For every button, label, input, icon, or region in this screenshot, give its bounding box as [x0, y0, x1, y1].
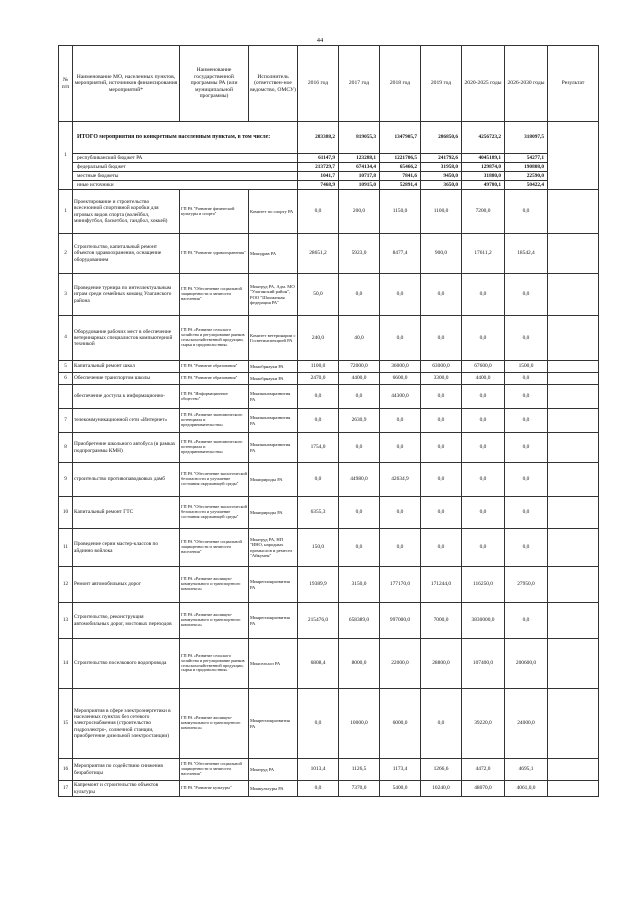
source-value: 674134,4 — [339, 163, 380, 172]
source-row — [59, 172, 599, 181]
row-value: 6000,0 — [380, 689, 421, 759]
row-measure-name: Мероприятия в сфере электроэнергетики в населенных пунктах без сетевого электроснабжения (строительство гидроэлектро-, солнечной станции, приобретение дизельной электростанции) — [73, 689, 180, 759]
row-value: 1754,0 — [298, 433, 339, 463]
row-value: 0,0 — [298, 190, 339, 234]
row-num: 11 — [59, 529, 73, 567]
row-measure-name: обеспечение доступа к информационно- — [73, 385, 180, 409]
row-program: ГП РА "Развитие физической культуры и спорта" — [180, 190, 249, 234]
source-value: 10915,0 — [339, 181, 380, 190]
col-result-header: Результат — [548, 46, 599, 122]
source-label: федеральный бюджет — [73, 163, 298, 172]
row-executor: Минобрнауки РА — [249, 361, 298, 373]
row-executor: Минрегионразвития РА — [249, 603, 298, 639]
row-value: 0,0 — [505, 497, 548, 529]
row-result — [548, 759, 599, 781]
row-value: 997000,0 — [380, 603, 421, 639]
col-num-header: № п/п — [59, 46, 73, 122]
row-executor: Комитет по спорту РА — [249, 190, 298, 234]
row-num: 15 — [59, 689, 73, 759]
source-value: 7841,6 — [380, 172, 421, 181]
row-value: 0,0 — [505, 463, 548, 497]
table-row — [59, 385, 599, 409]
row-measure-name: Ремонт автомобильных дорог — [73, 567, 180, 603]
row-program: ГП РА «Развитие сельского хозяйства и регулирование рынков сельскохозяйственной продукции, сырья и продовольствия» — [180, 639, 249, 689]
row-value: 0,0 — [421, 497, 462, 529]
col-2019-header: 2019 год — [421, 46, 462, 122]
source-value: 241792,6 — [421, 154, 462, 163]
row-num: 13 — [59, 603, 73, 639]
source-value: 49780,1 — [462, 181, 505, 190]
row-value: 8000,0 — [339, 639, 380, 689]
row-measure-name: Проведение серии мастер-классов по айдинно войлока — [73, 529, 180, 567]
row-value: 0,0 — [505, 433, 548, 463]
source-value: 1221706,5 — [380, 154, 421, 163]
row-value: 0,0 — [462, 409, 505, 433]
row-value: 0,0 — [462, 529, 505, 567]
row-executor: Минкультуры РА — [249, 781, 298, 797]
source-row — [59, 163, 599, 172]
total-label: ИТОГО мероприятия по конкретным населенным пунктам, в том числе: — [73, 122, 298, 154]
row-value: 0,0 — [380, 497, 421, 529]
row-executor: Минтруд РА — [249, 759, 298, 781]
total-value: 283388,2 — [298, 122, 339, 154]
row-program: ГП РА "Развитие культуры" — [180, 781, 249, 797]
row-program: ГП РА «Развитие сельского хозяйства и регулирование рынков сельскохозяйственной продукции, сырья и продовольствия» — [180, 316, 249, 361]
col-name-header: Наименование МО, населенных пунктов, мероприятий, источников финансирования мероприятий* — [73, 46, 180, 122]
row-measure-name: Строительство, реконструкция автомобильных дорог, мостовых переходов — [73, 603, 180, 639]
row-measure-name: Строительство, капитальный ремонт объектов здравоохранения, оснащение оборудованием — [73, 234, 180, 274]
row-num: 4 — [59, 316, 73, 361]
row-value: 0,0 — [462, 274, 505, 316]
row-result — [548, 316, 599, 361]
total-row — [59, 122, 599, 154]
row-num: 16 — [59, 759, 73, 781]
row-result — [548, 361, 599, 373]
source-label: иные источники — [73, 181, 298, 190]
row-value: 39220,0 — [462, 689, 505, 759]
col-2020-2025-header: 2020-2025 годы — [462, 46, 505, 122]
row-executor: Минтруд РА, НП "ИНО, народных промыслов и ремесел "Айкумен" — [249, 529, 298, 567]
table-row — [59, 781, 599, 797]
total-value: 1347905,7 — [380, 122, 421, 154]
row-value: 8477,4 — [380, 234, 421, 274]
row-value: 0,0 — [421, 433, 462, 463]
row-value: 4400,0 — [339, 373, 380, 385]
row-value: 0,0 — [339, 433, 380, 463]
row-value: 1100,0 — [298, 361, 339, 373]
row-value: 0,0 — [298, 781, 339, 797]
source-value: 65466,2 — [380, 163, 421, 172]
row-num: 2 — [59, 234, 73, 274]
total-value: 4256723,2 — [462, 122, 505, 154]
row-value: 200600,0 — [505, 639, 548, 689]
row-value: 0,0 — [380, 433, 421, 463]
source-value: 123288,1 — [339, 154, 380, 163]
row-value: 0,0 — [421, 409, 462, 433]
row-value: 0,0 — [505, 603, 548, 639]
row-result — [548, 529, 599, 567]
row-value: 0,0 — [298, 409, 339, 433]
row-num: 17 — [59, 781, 73, 797]
row-executor: Минэкономразвития РА — [249, 409, 298, 433]
row-value: 0,0 — [505, 409, 548, 433]
row-result — [548, 603, 599, 639]
row-executor: Минприроды РА — [249, 463, 298, 497]
col-program-header: Наименование государственной программы РА (или муниципальной программы) — [180, 46, 249, 122]
row-value: 0,0 — [380, 274, 421, 316]
row-executor: Минобрнауки РА — [249, 373, 298, 385]
total-value: 819055,3 — [339, 122, 380, 154]
header-row — [59, 46, 599, 122]
row-value: 44300,0 — [380, 385, 421, 409]
row-result — [548, 639, 599, 689]
row-value: 0,0 — [462, 497, 505, 529]
source-value: 1041,7 — [298, 172, 339, 181]
row-num: 10 — [59, 497, 73, 529]
row-num: 3 — [59, 274, 73, 316]
row-executor: Минэкономразвития РА — [249, 433, 298, 463]
source-value: 31958,0 — [421, 163, 462, 172]
row-value: 72000,0 — [339, 361, 380, 373]
table-row — [59, 497, 599, 529]
row-value: 240,0 — [298, 316, 339, 361]
source-value: 129874,0 — [462, 163, 505, 172]
row-num: 8 — [59, 433, 73, 463]
row-value: 10000,0 — [339, 689, 380, 759]
source-value: 50422,4 — [505, 181, 548, 190]
table-row — [59, 234, 599, 274]
row-measure-name: Капитальный ремонт ГТС — [73, 497, 180, 529]
row-value: 0,0 — [462, 463, 505, 497]
row-value: 0,0 — [421, 463, 462, 497]
row-value: 2630,9 — [339, 409, 380, 433]
row-value: 0,0 — [380, 316, 421, 361]
row-value: 50,0 — [298, 274, 339, 316]
total-value: 318097,5 — [505, 122, 548, 154]
row-value: 0,0 — [298, 463, 339, 497]
table-body — [59, 122, 599, 797]
row-num: 6 — [59, 373, 73, 385]
row-value: 0,0 — [421, 529, 462, 567]
row-program: ГП РА "Обеспечение социальной защищенности и занятости населения" — [180, 529, 249, 567]
row-value: 28800,0 — [421, 639, 462, 689]
row-value: 215476,0 — [298, 603, 339, 639]
row-value: 6355,3 — [298, 497, 339, 529]
row-value: 0,0 — [421, 689, 462, 759]
row-value: 1100,0 — [421, 190, 462, 234]
row-value: 107400,0 — [462, 639, 505, 689]
col-2018-header: 2018 год — [380, 46, 421, 122]
row-value: 150,0 — [298, 529, 339, 567]
source-value: 213729,7 — [298, 163, 339, 172]
row-value: 3150,0 — [339, 567, 380, 603]
row-value: 0,0 — [421, 385, 462, 409]
table-row — [59, 274, 599, 316]
row-num: 14 — [59, 639, 73, 689]
row-result — [548, 433, 599, 463]
row-value: 0,0 — [505, 274, 548, 316]
row-num: 1 — [59, 190, 73, 234]
row-program: ГП РА "Обеспечение экологической безопасности и улучшение состояния окружающей среды" — [180, 463, 249, 497]
source-value: 54277,1 — [505, 154, 548, 163]
row-program: ГП РА «Развитие жилищно-коммунального и транспортного комплекса» — [180, 567, 249, 603]
row-value: 0,0 — [462, 433, 505, 463]
table-row — [59, 529, 599, 567]
row-num: 9 — [59, 463, 73, 497]
row-value: 658389,0 — [339, 603, 380, 639]
row-measure-name: Проектирование и строительство всесезонной спортивной коробки для игровых видов спорта (волейбол, минифутбол, баскетбол, гандбол, хоккей) — [73, 190, 180, 234]
row-value: 18542,4 — [505, 234, 548, 274]
source-value: 31880,0 — [462, 172, 505, 181]
row-num — [59, 385, 73, 409]
row-result — [548, 190, 599, 234]
row-value: 171244,0 — [421, 567, 462, 603]
row-value: 900,0 — [421, 234, 462, 274]
col-2026-2030-header: 2026-2030 годы — [505, 46, 548, 122]
source-value: 4045189,1 — [462, 154, 505, 163]
source-value: 7468,9 — [298, 181, 339, 190]
row-value: 40,0 — [339, 316, 380, 361]
row-value: 1013,4 — [298, 759, 339, 781]
row-value: 0,0 — [298, 385, 339, 409]
row-result — [548, 385, 599, 409]
row-value: 0,0 — [462, 385, 505, 409]
row-value: 63000,0 — [421, 361, 462, 373]
row-value: 0,0 — [298, 689, 339, 759]
row-value: 1173,4 — [380, 759, 421, 781]
row-value: 0,0 — [339, 497, 380, 529]
row-value: 10240,0 — [421, 781, 462, 797]
row-value: 0,0 — [421, 316, 462, 361]
row-value: 0,0 — [421, 274, 462, 316]
total-result — [548, 122, 599, 190]
source-value: 10717,8 — [339, 172, 380, 181]
row-value: 5400,0 — [380, 781, 421, 797]
row-value: 0,0 — [505, 190, 548, 234]
row-num: 7 — [59, 409, 73, 433]
row-value: 28651,2 — [298, 234, 339, 274]
row-value: 177170,0 — [380, 567, 421, 603]
row-value: 4400,0 — [462, 373, 505, 385]
table-row — [59, 603, 599, 639]
table-row — [59, 463, 599, 497]
row-value: 27950,0 — [505, 567, 548, 603]
row-measure-name: Приобретение школьного автобуса (в рамках подпрограммы КМН) — [73, 433, 180, 463]
row-executor: Минприроды РА — [249, 497, 298, 529]
row-executor: Минрегионразвития РА — [249, 567, 298, 603]
row-value: 5923,0 — [339, 234, 380, 274]
row-value: 0,0 — [339, 274, 380, 316]
row-num: 12 — [59, 567, 73, 603]
row-value: 44980,0 — [339, 463, 380, 497]
row-value: 1126,5 — [339, 759, 380, 781]
row-program: ГП РА "Информационное общество" — [180, 385, 249, 409]
col-2017-header: 2017 год — [339, 46, 380, 122]
row-executor: Комитет ветеринарии с Госветинспекцией РА — [249, 316, 298, 361]
row-program: ГП РА "Развитие образования" — [180, 373, 249, 385]
row-value: 0,0 — [462, 316, 505, 361]
row-value: 4061,0,0 — [505, 781, 548, 797]
row-value: 0,0 — [505, 385, 548, 409]
row-executor: Минздрав РА — [249, 234, 298, 274]
row-value: 3300,0 — [421, 373, 462, 385]
row-value: 48070,0 — [462, 781, 505, 797]
row-value: 17611,2 — [462, 234, 505, 274]
row-measure-name: Оборудование рабочих мест в обеспечение ветеринарных специалистов компьютерной техникой — [73, 316, 180, 361]
row-value: 1500,0 — [505, 361, 548, 373]
total-num: 1 — [59, 122, 73, 190]
row-value: 0,0 — [505, 373, 548, 385]
row-value: 2470,0 — [298, 373, 339, 385]
row-value: 19389,9 — [298, 567, 339, 603]
table-row — [59, 567, 599, 603]
row-program: ГП РА «Развитие экономического потенциала и предпринимательства» — [180, 409, 249, 433]
table-row — [59, 639, 599, 689]
row-measure-name: Капитальный ремонт школ — [73, 361, 180, 373]
row-value: 3830000,0 — [462, 603, 505, 639]
table-row — [59, 409, 599, 433]
row-value: 36000,0 — [380, 361, 421, 373]
row-result — [548, 463, 599, 497]
row-measure-name: телекоммуникационной сети «Интернет» — [73, 409, 180, 433]
row-executor: Минрегионразвития РА — [249, 689, 298, 759]
row-value: 116250,0 — [462, 567, 505, 603]
row-value: 24000,0 — [505, 689, 548, 759]
row-measure-name: Мероприятия по содействию снижения безработицы — [73, 759, 180, 781]
table-row — [59, 361, 599, 373]
row-measure-name: Строительство поселкового водопровода — [73, 639, 180, 689]
row-value: 7370,0 — [339, 781, 380, 797]
row-result — [548, 781, 599, 797]
row-program: ГП РА "Обеспечение экологической безопасности и улучшение состояния окружающей среды" — [180, 497, 249, 529]
row-value: 200,0 — [339, 190, 380, 234]
row-executor: Минсельхоз РА — [249, 639, 298, 689]
row-value: 42634,9 — [380, 463, 421, 497]
row-value: 22000,0 — [380, 639, 421, 689]
page-number: 44 — [316, 37, 324, 44]
row-value: 6600,0 — [380, 373, 421, 385]
source-label: республиканский бюджет РА — [73, 154, 298, 163]
row-value: 0,0 — [339, 529, 380, 567]
source-value: 3650,0 — [421, 181, 462, 190]
row-value: 1150,0 — [380, 190, 421, 234]
row-program: ГП РА «Развитие экономического потенциала и предпринимательства» — [180, 433, 249, 463]
row-result — [548, 567, 599, 603]
row-value: 4695,1 — [505, 759, 548, 781]
row-program: ГП РА "Развитие здравоохранения" — [180, 234, 249, 274]
row-value: 6808,4 — [298, 639, 339, 689]
row-value: 0,0 — [380, 529, 421, 567]
row-value: 4472,0 — [462, 759, 505, 781]
source-value: 52891,4 — [380, 181, 421, 190]
row-measure-name: Капремонт и строительство объектов культуры — [73, 781, 180, 797]
table-row — [59, 190, 599, 234]
row-num: 5 — [59, 361, 73, 373]
row-program: ГП РА "Обеспечение социальной защищенности и занятости населения" — [180, 274, 249, 316]
table-row — [59, 433, 599, 463]
row-result — [548, 497, 599, 529]
row-measure-name: Обеспечение транспортом школы — [73, 373, 180, 385]
row-value: 1266,6 — [421, 759, 462, 781]
row-result — [548, 234, 599, 274]
source-row — [59, 181, 599, 190]
table-row — [59, 689, 599, 759]
row-value: 0,0 — [339, 385, 380, 409]
total-value: 286850,6 — [421, 122, 462, 154]
source-value: 9450,0 — [421, 172, 462, 181]
row-value: 7200,0 — [462, 190, 505, 234]
table-row — [59, 759, 599, 781]
row-value: 7000,0 — [421, 603, 462, 639]
row-result — [548, 409, 599, 433]
table-row — [59, 316, 599, 361]
source-value: 190808,0 — [505, 163, 548, 172]
measures-table — [58, 45, 599, 797]
row-result — [548, 373, 599, 385]
row-measure-name: строительство противопаводковых дамб — [73, 463, 180, 497]
row-measure-name: Проведение турнира по интеллектуальным играм среди семейных команд Улаганского района — [73, 274, 180, 316]
row-executor: Минтруд РА, Адм. МО "Улаганский район", РОО "Шахматная федерация РА" — [249, 274, 298, 316]
row-executor: Минэкономразвития РА — [249, 385, 298, 409]
row-program: ГП РА "Развитие образования" — [180, 361, 249, 373]
row-value: 67600,0 — [462, 361, 505, 373]
row-value: 0,0 — [505, 316, 548, 361]
source-value: 61147,9 — [298, 154, 339, 163]
source-row — [59, 154, 599, 163]
source-label: местные бюджеты — [73, 172, 298, 181]
row-result — [548, 689, 599, 759]
table-row — [59, 373, 599, 385]
row-value: 0,0 — [505, 529, 548, 567]
row-program: ГП РА «Развитие жилищно-коммунального и транспортного комплекса» — [180, 689, 249, 759]
row-value: 0,0 — [380, 409, 421, 433]
col-2016-header: 2016 год — [298, 46, 339, 122]
row-program: ГП РА «Развитие жилищно-коммунального и транспортного комплекса» — [180, 603, 249, 639]
source-value: 22590,0 — [505, 172, 548, 181]
col-executor-header: Исполнитель (ответствен-ное ведомство, ОМСУ) — [249, 46, 298, 122]
row-result — [548, 274, 599, 316]
row-program: ГП РА "Обеспечение социальной защищенности и занятости населения" — [180, 759, 249, 781]
